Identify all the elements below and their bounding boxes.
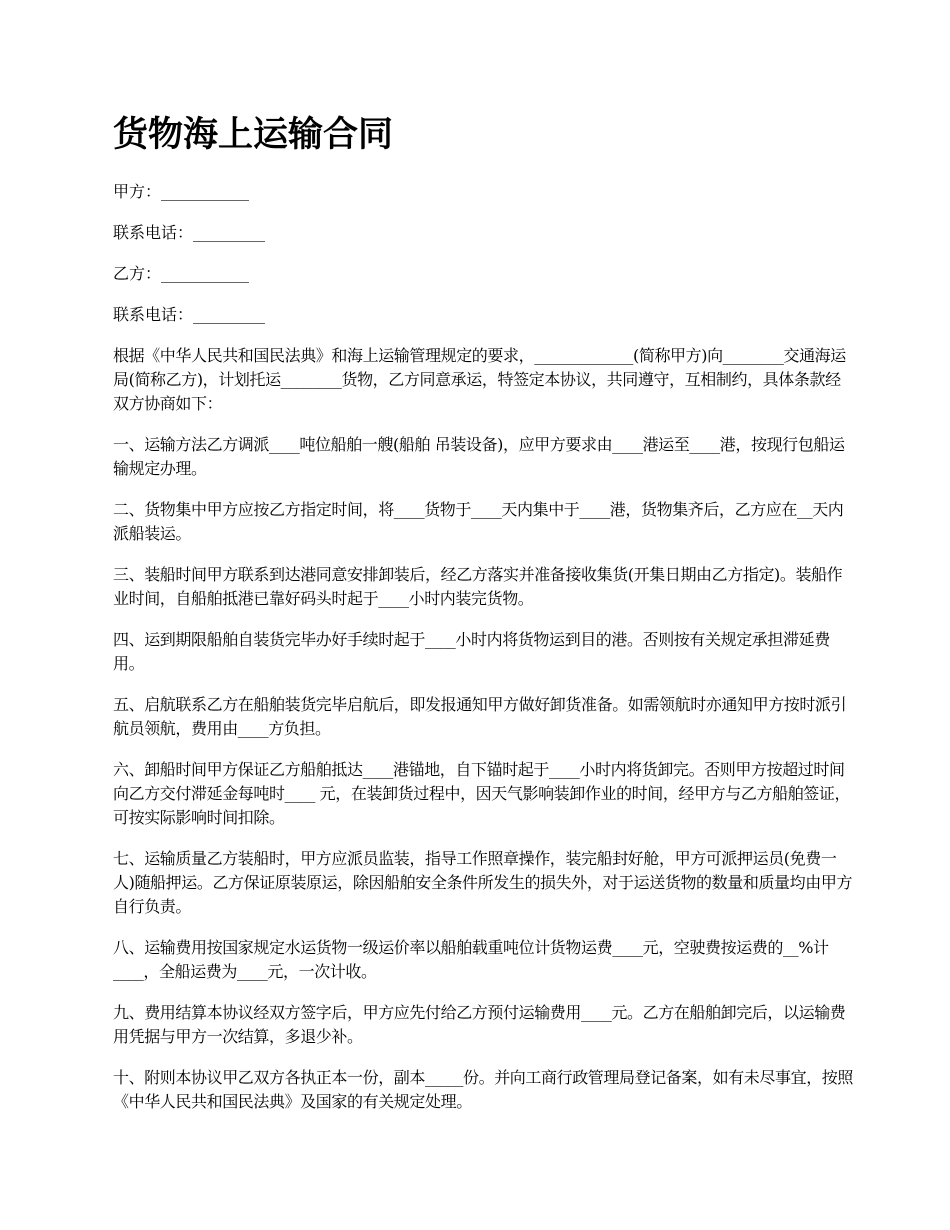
clause-9-fee-settlement: 九、费用结算本协议经双方签字后，甲方应先付给乙方预付运输费用____元。乙方在船舶卸完后，以运输费用凭据与甲方一次结算，多退少补。 (113, 1003, 846, 1046)
party-b-phone-field: 联系电话：_________ (113, 305, 266, 324)
clause-2-cargo-collection: 二、货物集中甲方应按乙方指定时间，将____货物于____天内集中于____港，货物集齐后，乙方应在__天内派船装运。 (113, 500, 844, 543)
document-title: 货物海上运输合同 (113, 114, 394, 155)
clause-7-transport-quality: 七、运输质量乙方装船时，甲方应派员监装，指导工作照章操作，装完船封好舱，甲方可派押运员(免费一人)随船押运。乙方保证原装原运，除因船舶安全条件所发生的损失外，对于运送货物的数量和质量均由甲方自行负责。 (113, 849, 853, 916)
clause-5-departure-notice: 五、启航联系乙方在船舶装货完毕启航后，即发报通知甲方做好卸货准备。如需领航时亦通知甲方按时派引航员领航，费用由____方负担。 (113, 695, 847, 738)
party-a-field: 甲方：___________ (113, 182, 250, 201)
clause-8-transport-fees: 八、运输费用按国家规定水运货物一级运价率以船舶载重吨位计货物运费____元，空驶费按运费的__%计____，全船运费为____元，一次计收。 (113, 938, 829, 981)
clause-10-supplementary: 十、附则本协议甲乙双方各执正本一份，副本_____份。并向工商行政管理局登记备案，如有未尽事宜，按照《中华人民共和国民法典》及国家的有关规定处理。 (113, 1068, 854, 1111)
preamble-paragraph: 根据《中华人民共和国民法典》和海上运输管理规定的要求，_____________(简称甲方)向________交通海运局(简称乙方)，计划托运________货物，乙方同意承运，特签定本协议，共同遵守，互相制约，具体条款经双方协商如下： (113, 346, 846, 413)
clause-4-delivery-deadline: 四、运到期限船舶自装货完毕办好手续时起于____小时内将货物运到目的港。否则按有关规定承担滞延费用。 (113, 630, 830, 673)
clause-3-loading-time: 三、装船时间甲方联系到达港同意安排卸装后，经乙方落实并准备接收集货(开集日期由乙方指定)。装船作业时间，自船舶抵港已靠好码头时起于____小时内装完货物。 (113, 565, 843, 608)
party-b-field: 乙方：___________ (113, 264, 250, 283)
clause-1-transport-method: 一、运输方法乙方调派____吨位船舶一艘(船舶 吊装设备)，应甲方要求由____港运至____港，按现行包船运输规定办理。 (113, 435, 845, 478)
party-a-phone-field: 联系电话：_________ (113, 223, 266, 242)
clause-6-unloading-time: 六、卸船时间甲方保证乙方船舶抵达____港锚地，自下锚时起于____小时内将货卸完。否则甲方按超过时间向乙方交付滞延金每吨时____ 元，在装卸货过程中，因天气影响装卸作业的时间，经甲方与乙方船舶签证，可按实际影响时间扣除。 (113, 760, 851, 827)
document-page (113, 112, 853, 1131)
